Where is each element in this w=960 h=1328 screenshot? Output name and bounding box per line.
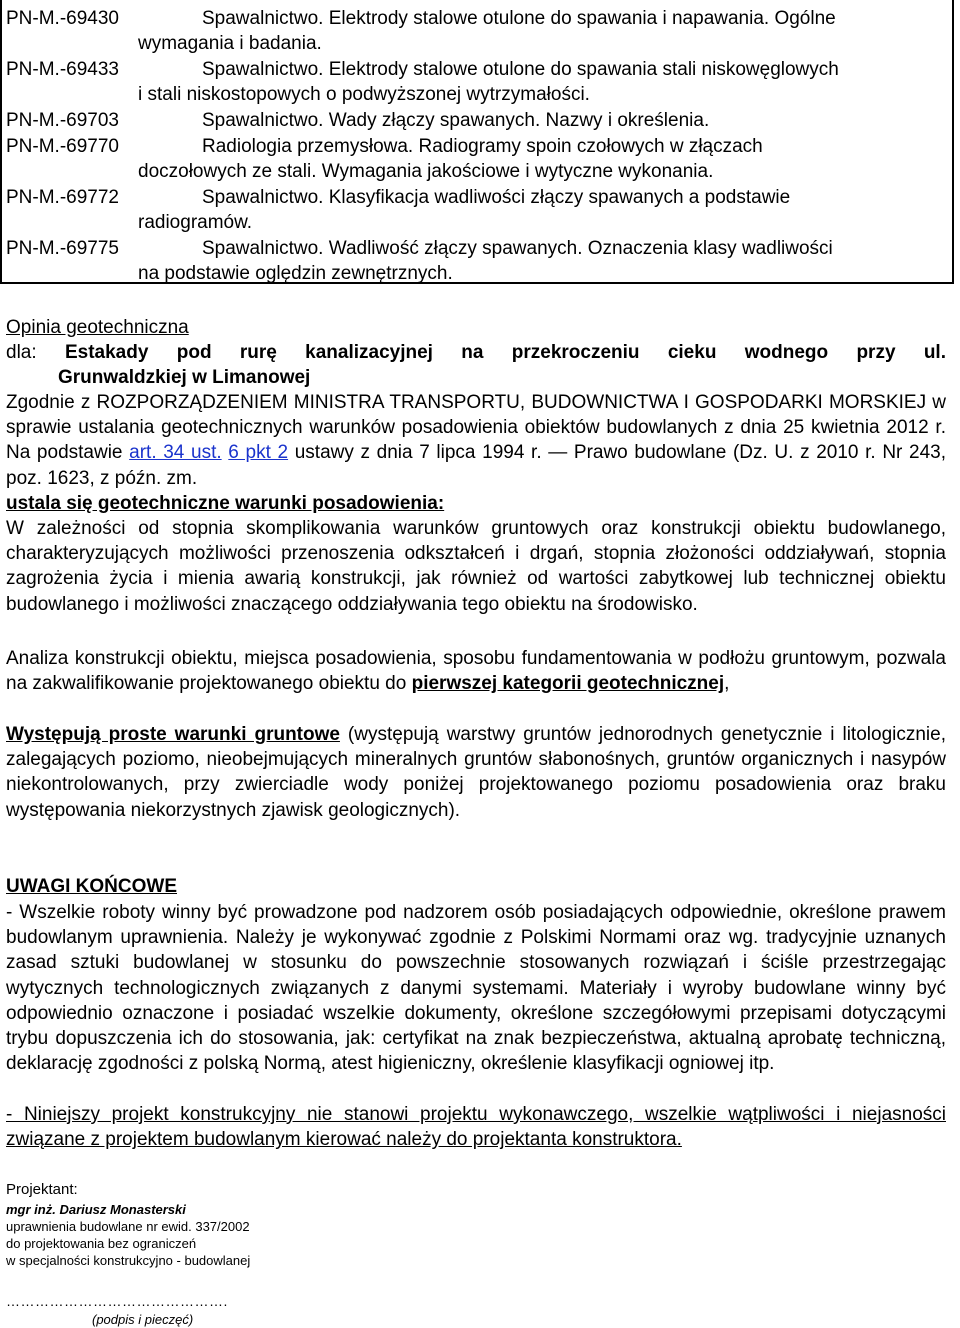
license-scope-line: do projektowania bez ograniczeń: [6, 1236, 197, 1251]
standard-title: Radiologia przemysłowa. Radiogramy spoin czołowych w złączach: [202, 136, 763, 157]
regulation-text-cont: ustawy z dnia 7 lipca 1994 r. — Prawo budowlane (Dz. U. z 2010 r. Nr 243, poz. 1623, z późn. zm.: [6, 442, 946, 489]
remarks-heading-block: [6, 874, 946, 899]
comma: ,: [724, 673, 730, 695]
standard-title-cont: wymagania i badania.: [138, 33, 322, 54]
standard-code: PN-M.-69433: [6, 59, 119, 80]
license-specialty-line: w specjalności konstrukcyjno - budowlanej: [6, 1253, 251, 1268]
paragraph-conditions: W zależności od stopnia skomplikowania warunków gruntowych oraz konstrukcji obiektu budowlanego, charakteryzujących możliwości przenoszenia odkształceń i drgań, stopnia złożoności oddziaływań, stopnia zagrożenia życia i mienia awarią konstrukcji, jak również od wartości zabytkowej lub technicznej obiektu budowlanego i możliwości znaczącego oddziaływania tego obiektu na środowisko.: [6, 518, 946, 615]
paragraph-soil: [6, 722, 946, 823]
paragraph-analysis: [6, 646, 946, 696]
standard-code: PN-M.-69772: [6, 187, 119, 208]
remarks-item-1: - Wszelkie roboty winny być prowadzone pod nadzorem osób posiadających odpowiednie, określone prawem budowlanym uprawnienia. Należy je wykonywać zgodnie z Polskimi Normami oraz wg. tradycyjnie uznanych zasad sztuki budowlanej w stosunku do powszechnie stosowanych rozwiązań i ściśle przestrzegając wytycznych technologicznych związanych z danymi systemami. Materiały i wyroby budowlane winny być odpowiednio oznaczone i posiadać wszelkie dokumenty, określone szczegółowymi przepisami dotyczącymi trybu dopuszczenia ich do stosowania, jak: certyfikat na znak bezpieczeństwa, aktualną aprobatę techniczną, deklarację zgodności z polską Normą, atest higieniczny, określenie klasyfikacji ogniowej itp.: [6, 902, 946, 1075]
opinion-heading: Opinia geotechniczna: [6, 317, 189, 338]
establishes-heading: ustala się geotechniczne warunki posadowienia:: [6, 493, 445, 514]
point-link[interactable]: 6 pkt 2: [228, 442, 289, 464]
standard-title: Spawalnictwo. Klasyfikacja wadliwości złączy spawanych a podstawie: [202, 187, 791, 208]
standard-code: PN-M.-69775: [6, 238, 119, 259]
signature-dots: ……………………………………….: [6, 1293, 228, 1309]
standard-title: Spawalnictwo. Elektrody stalowe otulone do spawania stali niskowęglowych: [202, 59, 839, 80]
regulation-text: Zgodnie z ROZPORZĄDZENIEM MINISTRA TRANSPORTU, BUDOWNICTWA I GOSPODARKI MORSKIEJ w sprawie ustalania geotechnicznych warunków posadowienia obiektów budowlanych z dnia 25 kwietnia 2012 r. Na podstawie: [6, 392, 946, 464]
designer-name: mgr inż. Dariusz Monasterski: [6, 1202, 186, 1217]
standard-title: Spawalnictwo. Wady złączy spawanych. Nazwy i określenia.: [202, 110, 710, 131]
standard-code: PN-M.-69770: [6, 136, 119, 157]
regulation-paragraph: [6, 390, 946, 491]
standard-code: PN-M.-69703: [6, 110, 119, 131]
analysis-text: Analiza konstrukcji obiektu, miejsca posadowienia, sposobu fundamentowania w podłożu gruntowym, pozwala na zakwalifikowanie projektowanego obiektu do: [6, 648, 946, 695]
license-line: uprawnienia budowlane nr ewid. 337/2002: [6, 1219, 250, 1234]
remarks-item-2: - Niniejszy projekt konstrukcyjny nie stanowi projektu wykonawczego, wszelkie wątpliwości i niejasności związane z projektem budowlanym kierować należy do projektanta konstruktora.: [6, 1104, 946, 1151]
standard-title-cont: na podstawie oględzin zewnętrznych.: [138, 263, 453, 284]
designer-label: Projektant:: [6, 1181, 78, 1198]
standard-title: Spawalnictwo. Wadliwość złączy spawanych. Oznaczenia klasy wadliwości: [202, 238, 833, 259]
category-text: pierwszej kategorii geotechnicznej: [411, 673, 725, 695]
standard-title-cont: i stali niskostopowych o podwyższonej wytrzymałości.: [138, 84, 590, 105]
for-label: dla:: [6, 342, 37, 363]
subject-line-1: Estakady pod rurę kanalizacyjnej na przekroczeniu cieku wodnego przy ul.: [64, 342, 946, 363]
signature-caption: (podpis i pieczęć): [92, 1312, 194, 1327]
establishes-heading-block: [6, 491, 946, 516]
standard-title-cont: radiogramów.: [138, 212, 253, 233]
soil-description: (występują warstwy gruntów jednorodnych genetycznie i litologicznie, zalegających poziomo, nieobejmujących mineralnych gruntów słabonośnych, gruntów organicznych i nasypów niekontrolowanych, przy zwierciadle wody poniżej projektowanego poziomu posadowienia oraz braku występowania niekorzystnych zjawisk geologicznych).: [6, 724, 946, 821]
opinion-heading-block: [6, 315, 946, 340]
subject-line-2: Grunwaldzkiej w Limanowej: [58, 367, 311, 389]
standard-title-cont: doczołowych ze stali. Wymagania jakościowe i wytyczne wykonania.: [138, 161, 714, 182]
standard-code: PN-M.-69430: [6, 8, 119, 29]
soil-conditions-text: Występują proste warunki gruntowe: [6, 724, 340, 745]
opinion-subject: [6, 340, 946, 390]
remarks-heading: UWAGI KOŃCOWE: [6, 876, 177, 897]
standard-title: Spawalnictwo. Elektrody stalowe otulone do spawania i napawania. Ogólne: [202, 8, 836, 29]
article-link[interactable]: art. 34 ust.: [129, 442, 222, 464]
